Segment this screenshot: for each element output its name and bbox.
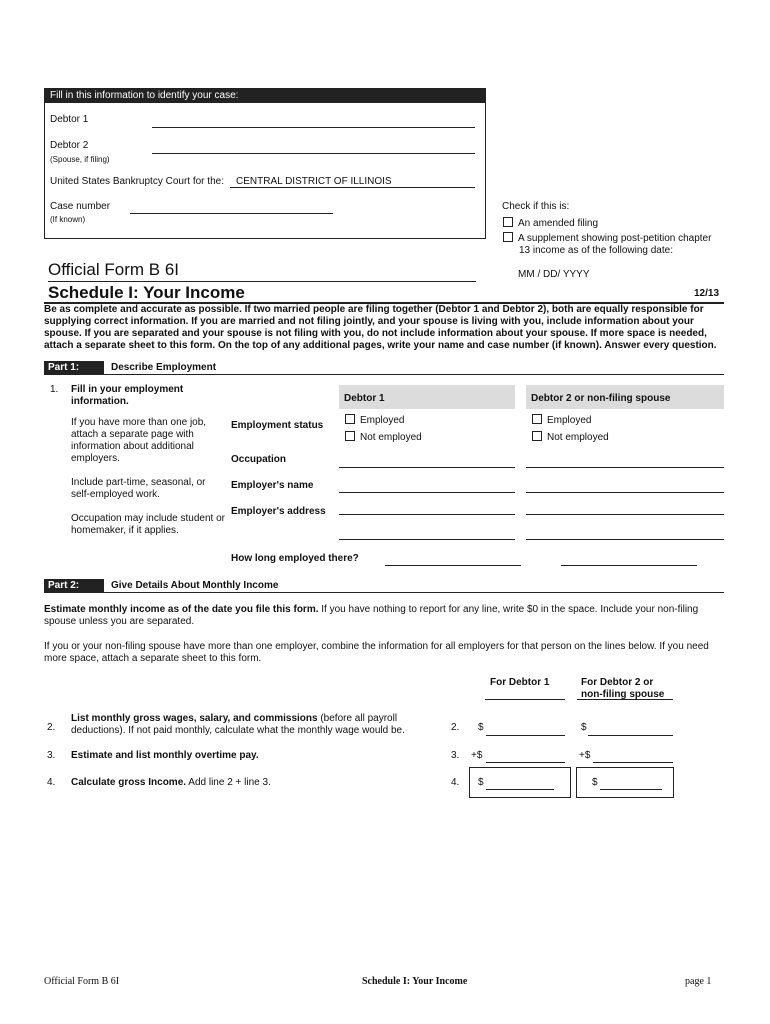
- d2-employed-checkbox[interactable]: [532, 414, 542, 424]
- line3-bold: Estimate and list monthly overtime pay.: [71, 750, 259, 761]
- supplement-option[interactable]: [503, 232, 711, 244]
- part1-title: Describe Employment: [111, 362, 217, 373]
- line2-d2-prefix: $: [581, 722, 587, 733]
- employer-name-label: Employer's name: [231, 480, 314, 491]
- line4-d2-field[interactable]: [600, 789, 662, 790]
- line2-d2-field[interactable]: [588, 735, 673, 736]
- col-debtor1-header: Debtor 1: [339, 385, 515, 409]
- col-for-debtor1-rule: [485, 699, 565, 700]
- line2-ref: 2.: [451, 722, 460, 733]
- d1-not-employed-option[interactable]: [345, 431, 422, 443]
- line3-d1-field[interactable]: [486, 762, 565, 763]
- d1-employer-address-line2[interactable]: [339, 539, 515, 540]
- line3-d2-prefix: +$: [579, 750, 591, 761]
- form-version: 12/13: [694, 288, 720, 299]
- estimate-instruction: [44, 604, 726, 628]
- d1-employed-checkbox[interactable]: [345, 414, 355, 424]
- d2-how-long-field[interactable]: [561, 565, 697, 566]
- amended-checkbox[interactable]: [503, 217, 513, 227]
- d2-occupation-field[interactable]: [526, 467, 724, 468]
- col-for-debtor2: [581, 677, 664, 701]
- d2-not-employed-checkbox[interactable]: [532, 431, 542, 441]
- debtor2-field[interactable]: [152, 153, 475, 154]
- court-value: CENTRAL DISTRICT OF ILLINOIS: [236, 176, 392, 187]
- d1-not-employed-label: Not employed: [360, 432, 422, 443]
- combine-instruction: If you or your non-filing spouse have more than one employer, combine the information for all employers for that person on the lines below. If you need more space, attach a separate sheet to this form.: [44, 641, 709, 664]
- page-title: Schedule I: Your Income: [48, 283, 245, 302]
- q1-note-occupation: Occupation may include student or homemaker, if it applies.: [71, 513, 225, 536]
- part2-label: Part 2:: [44, 579, 104, 593]
- d1-employer-name-field[interactable]: [339, 492, 515, 493]
- court-label: United States Bankruptcy Court for the:: [50, 176, 224, 187]
- debtor1-field[interactable]: [152, 127, 475, 128]
- col-for-debtor2-line2: non-filing spouse: [581, 689, 665, 700]
- line4-ref: 4.: [451, 777, 460, 788]
- part1-label: Part 1:: [44, 361, 104, 375]
- col-for-debtor2-line1: For Debtor 2 or: [581, 677, 654, 688]
- line4-d1-prefix: $: [478, 777, 484, 788]
- d2-not-employed-label: Not employed: [547, 432, 609, 443]
- line4-number: 4.: [47, 777, 56, 788]
- line3-text: [71, 750, 259, 761]
- d1-how-long-field[interactable]: [385, 565, 521, 566]
- check-title: Check if this is:: [502, 201, 570, 212]
- supplement-checkbox[interactable]: [503, 232, 513, 242]
- d2-employed-option[interactable]: [532, 414, 591, 426]
- case-number-field[interactable]: [130, 213, 333, 214]
- line2-d1-prefix: $: [478, 722, 484, 733]
- debtor2-label: Debtor 2: [50, 140, 89, 151]
- d2-not-employed-option[interactable]: [532, 431, 609, 443]
- line3-number: 3.: [47, 750, 56, 761]
- line4-d2-box: [576, 767, 674, 798]
- q1-note-part-time: Include part-time, seasonal, or self-employed work.: [71, 477, 206, 500]
- estimate-bold: Estimate monthly income as of the date you file this form.: [44, 604, 319, 615]
- instructions: Be as complete and accurate as possible. If two married people are filing together (Debtor 1 and Debtor 2), both are equally responsible for supplying correct information. If you are married and not filing jointly, and your spouse is living with you, include information about your spouse. If you are separated and your spouse is not filing with you, do not include information about your spouse. If more space is needed, attach a separate sheet to this form. On the top of any additional pages, write your name and case number (if known). Answer every question.: [44, 304, 717, 351]
- case-box-header: Fill in this information to identify your case:: [45, 89, 485, 103]
- case-number-sublabel: (If known): [50, 215, 86, 224]
- line2-text: [71, 713, 431, 737]
- col-for-debtor2-rule: [577, 699, 673, 700]
- form-name-rule: [48, 281, 476, 282]
- d1-not-employed-checkbox[interactable]: [345, 431, 355, 441]
- footer-page: page 1: [685, 976, 712, 987]
- d2-employer-address-line2[interactable]: [526, 539, 724, 540]
- debtor2-sublabel: (Spouse, if filing): [50, 155, 110, 164]
- how-long-label: How long employed there?: [231, 553, 359, 564]
- line4-d1-field[interactable]: [486, 789, 554, 790]
- employer-address-label: Employer's address: [231, 506, 326, 517]
- debtor1-label: Debtor 1: [50, 114, 89, 125]
- q1-number: 1.: [50, 384, 59, 395]
- d1-employed-label: Employed: [360, 415, 405, 426]
- line4-rest: Add line 2 + line 3.: [186, 777, 271, 788]
- line2-bold: List monthly gross wages, salary, and commissions: [71, 713, 318, 724]
- estimate-rest: If you have nothing to report for any line, write $0 in the space. Include your non-filing spouse unless you are separated.: [44, 604, 699, 627]
- line2-rest: (before all payroll deductions). If not paid monthly, calculate what the monthly wage would be.: [71, 713, 405, 736]
- line3-d2-field[interactable]: [593, 762, 673, 763]
- col-for-debtor1: For Debtor 1: [490, 677, 550, 688]
- employment-status-label: Employment status: [231, 420, 324, 431]
- col-debtor2-header: Debtor 2 or non-filing spouse: [526, 385, 724, 409]
- supplement-label-2: 13 income as of the following date:: [519, 245, 673, 256]
- part2-title: Give Details About Monthly Income: [111, 580, 279, 591]
- line4-d1-box: [469, 767, 571, 798]
- d1-employer-address-line1[interactable]: [339, 514, 515, 515]
- form-name: Official Form B 6I: [48, 260, 179, 279]
- d2-employer-name-field[interactable]: [526, 492, 724, 493]
- supplement-label-1: A supplement showing post-petition chapter: [518, 233, 712, 244]
- amended-option[interactable]: [503, 217, 598, 229]
- line2-d1-field[interactable]: [486, 735, 565, 736]
- line3-d1-prefix: +$: [471, 750, 483, 761]
- court-field[interactable]: [230, 187, 475, 188]
- footer-form-name: Official Form B 6I: [44, 976, 120, 987]
- line4-d2-prefix: $: [592, 777, 598, 788]
- part2-rule: [104, 592, 724, 593]
- case-number-label: Case number: [50, 201, 111, 212]
- d2-employer-address-line1[interactable]: [526, 514, 724, 515]
- date-format: MM / DD/ YYYY: [518, 269, 590, 280]
- amended-label: An amended filing: [518, 218, 599, 229]
- d2-employed-label: Employed: [547, 415, 592, 426]
- d1-employed-option[interactable]: [345, 414, 404, 426]
- line3-ref: 3.: [451, 750, 460, 761]
- q1-note-multiple-jobs: If you have more than one job, attach a separate page with information about additional employers.: [71, 417, 207, 464]
- line4-text: [71, 777, 271, 788]
- part1-rule: [104, 374, 724, 375]
- occupation-label: Occupation: [231, 454, 287, 465]
- footer-title: Schedule I: Your Income: [362, 976, 468, 987]
- line4-bold: Calculate gross Income.: [71, 777, 187, 788]
- q1-title: Fill in your employment information.: [71, 384, 184, 407]
- line2-number: 2.: [47, 722, 56, 733]
- case-info-box: [44, 88, 486, 239]
- d1-occupation-field[interactable]: [339, 467, 515, 468]
